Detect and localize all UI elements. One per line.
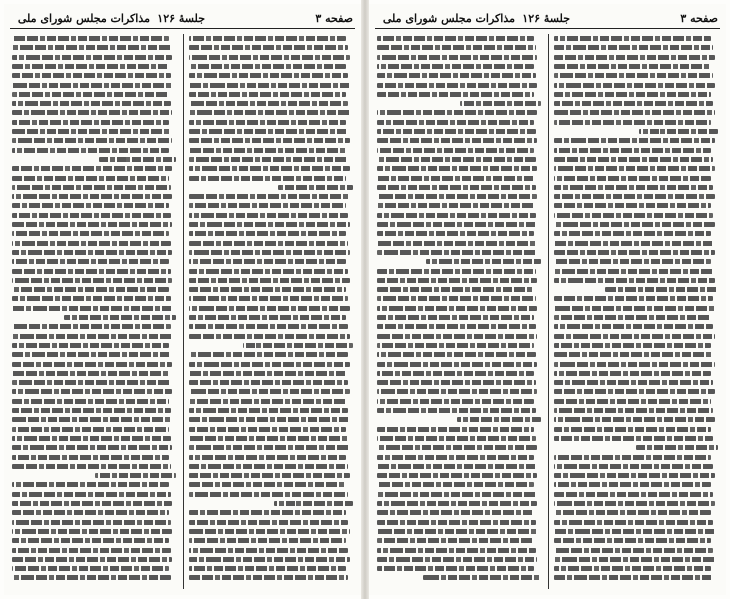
text-line-placeholder <box>12 222 172 227</box>
text-line-placeholder <box>12 445 172 450</box>
text-line-placeholder <box>189 445 349 450</box>
left-page-column-rule <box>183 34 184 589</box>
text-line-placeholder <box>189 203 346 208</box>
text-line-placeholder <box>189 482 346 487</box>
text-line-placeholder <box>377 408 536 413</box>
text-line-placeholder <box>12 148 169 153</box>
text-line-placeholder <box>377 557 537 562</box>
text-line-placeholder <box>12 213 171 218</box>
book-gutter <box>361 0 369 599</box>
text-line-placeholder <box>12 110 172 115</box>
text-line-placeholder <box>189 83 349 88</box>
text-line-placeholder <box>12 306 172 311</box>
text-line-placeholder <box>189 455 346 460</box>
text-line-placeholder <box>554 557 714 562</box>
text-line-placeholder <box>12 482 169 487</box>
text-line-placeholder <box>377 213 536 218</box>
text-line-placeholder <box>377 176 534 181</box>
text-line-placeholder <box>377 464 536 469</box>
text-line-placeholder <box>377 427 534 432</box>
text-line-placeholder <box>554 110 714 115</box>
text-line-placeholder <box>554 334 714 339</box>
text-line-placeholder <box>377 445 537 450</box>
text-line-placeholder <box>377 371 534 376</box>
text-line-placeholder <box>554 324 713 329</box>
text-line-placeholder <box>12 45 171 50</box>
text-line-placeholder <box>12 501 172 506</box>
text-line-placeholder <box>377 110 537 115</box>
text-line-placeholder <box>377 250 537 255</box>
text-line-placeholder <box>554 343 711 348</box>
text-line-placeholder <box>189 250 349 255</box>
text-line-placeholder <box>12 548 171 553</box>
text-line-placeholder <box>189 315 346 320</box>
text-line-placeholder <box>189 129 348 134</box>
text-line-placeholder <box>189 538 346 543</box>
text-line-placeholder <box>12 55 172 60</box>
text-line-placeholder <box>189 213 348 218</box>
text-line-placeholder <box>554 436 713 441</box>
text-line-placeholder <box>377 306 537 311</box>
text-line-placeholder <box>189 389 349 394</box>
text-line-placeholder <box>377 64 534 69</box>
text-line-placeholder <box>377 269 536 274</box>
text-line-placeholder <box>189 138 349 143</box>
text-line-placeholder <box>189 520 348 525</box>
text-line-placeholder <box>12 64 169 69</box>
text-line-placeholder <box>189 45 348 50</box>
text-line-placeholder <box>12 129 171 134</box>
text-line-placeholder <box>12 278 172 283</box>
text-line-placeholder <box>12 436 171 441</box>
text-line-placeholder <box>554 213 713 218</box>
text-line-placeholder <box>554 148 711 153</box>
right-page-header <box>375 10 720 29</box>
text-line-placeholder <box>189 64 346 69</box>
text-line-placeholder <box>12 389 172 394</box>
text-line-placeholder <box>554 464 713 469</box>
text-line-placeholder <box>377 296 536 301</box>
text-line-placeholder <box>554 315 711 320</box>
text-line-placeholder <box>189 101 348 106</box>
text-line-placeholder <box>460 101 540 106</box>
text-line-placeholder <box>554 575 713 580</box>
text-line-placeholder <box>377 343 534 348</box>
text-line-placeholder <box>189 436 348 441</box>
text-line-placeholder <box>189 557 349 562</box>
text-line-placeholder <box>554 417 714 422</box>
text-line-placeholder <box>12 36 169 41</box>
text-line-placeholder <box>189 566 346 571</box>
text-line-placeholder <box>64 315 175 320</box>
text-line-placeholder <box>377 278 537 283</box>
text-line-placeholder <box>377 548 536 553</box>
text-line-placeholder <box>377 222 537 227</box>
text-line-placeholder <box>12 166 172 171</box>
text-line-placeholder <box>554 455 711 460</box>
text-line-placeholder <box>189 575 348 580</box>
text-line-placeholder <box>189 241 348 246</box>
text-line-placeholder <box>12 417 172 422</box>
text-line-placeholder <box>189 166 349 171</box>
text-line-placeholder <box>12 408 171 413</box>
text-line-placeholder <box>12 575 171 580</box>
text-line-placeholder <box>377 538 534 543</box>
text-line-placeholder <box>278 185 353 190</box>
left-page-columns <box>12 34 353 589</box>
text-line-placeholder <box>377 334 537 339</box>
text-line-placeholder <box>377 510 534 515</box>
text-line-placeholder <box>554 166 714 171</box>
text-line-placeholder <box>12 296 171 301</box>
text-line-placeholder <box>377 529 537 534</box>
text-line-placeholder <box>377 566 534 571</box>
text-line-placeholder <box>189 417 349 422</box>
text-line-placeholder <box>189 120 346 125</box>
text-line-placeholder <box>12 492 171 497</box>
text-line-placeholder <box>554 278 714 283</box>
text-line-placeholder <box>189 278 349 283</box>
text-line-placeholder <box>554 427 711 432</box>
text-line-placeholder <box>189 176 346 181</box>
text-line-placeholder <box>12 362 172 367</box>
left-page-header <box>10 10 355 29</box>
text-line-placeholder <box>377 231 534 236</box>
text-line-placeholder <box>243 343 353 348</box>
right-page-number: صفحه ۳ <box>680 12 718 25</box>
text-line-placeholder <box>12 203 169 208</box>
text-line-placeholder <box>12 538 169 543</box>
left-page <box>4 4 361 595</box>
text-line-placeholder <box>377 324 536 329</box>
text-line-placeholder <box>189 222 349 227</box>
text-line-placeholder <box>377 501 537 506</box>
right-session-number: جلسهٔ ۱۲۶ <box>522 12 570 25</box>
text-line-placeholder <box>554 566 711 571</box>
text-line-placeholder <box>554 157 713 162</box>
text-line-placeholder <box>554 185 713 190</box>
text-line-placeholder <box>554 92 711 97</box>
text-line-placeholder <box>377 45 536 50</box>
text-line-placeholder <box>554 120 711 125</box>
text-line-placeholder <box>377 315 534 320</box>
text-line-placeholder <box>554 269 713 274</box>
text-line-placeholder <box>377 203 534 208</box>
text-line-placeholder <box>377 120 534 125</box>
text-line-placeholder <box>189 464 348 469</box>
text-line-placeholder <box>189 306 349 311</box>
text-line-placeholder <box>554 194 714 199</box>
text-line-placeholder <box>426 259 541 264</box>
text-line-placeholder <box>189 510 346 515</box>
text-line-placeholder <box>12 334 172 339</box>
text-line-placeholder <box>12 520 171 525</box>
text-line-placeholder <box>12 371 169 376</box>
text-line-placeholder <box>554 538 711 543</box>
text-line-placeholder <box>554 501 714 506</box>
text-line-placeholder <box>554 83 714 88</box>
text-line-placeholder <box>554 492 713 497</box>
text-line-placeholder <box>12 241 171 246</box>
text-line-placeholder <box>377 194 537 199</box>
text-line-placeholder <box>377 436 536 441</box>
text-line-placeholder <box>554 203 711 208</box>
text-line-placeholder <box>554 176 711 181</box>
text-line-placeholder <box>189 399 346 404</box>
text-line-placeholder <box>12 269 171 274</box>
text-line-placeholder <box>12 92 169 97</box>
text-line-placeholder <box>554 250 714 255</box>
text-line-placeholder <box>377 138 537 143</box>
text-line-placeholder <box>457 417 540 422</box>
text-line-placeholder <box>554 371 711 376</box>
text-line-placeholder <box>12 464 171 469</box>
text-line-placeholder <box>274 501 353 506</box>
text-line-placeholder <box>12 259 169 264</box>
text-line-placeholder <box>554 296 713 301</box>
text-line-placeholder <box>377 380 536 385</box>
text-line-placeholder <box>554 45 713 50</box>
text-line-placeholder <box>12 566 169 571</box>
text-line-placeholder <box>377 482 534 487</box>
text-line-placeholder <box>554 548 713 553</box>
text-line-placeholder <box>189 148 346 153</box>
text-line-placeholder <box>12 83 172 88</box>
text-line-placeholder <box>12 352 171 357</box>
text-line-placeholder <box>605 287 718 292</box>
text-line-placeholder <box>639 129 718 134</box>
text-line-placeholder <box>99 157 176 162</box>
text-line-placeholder <box>12 250 172 255</box>
text-line-placeholder <box>636 445 718 450</box>
right-page-title: مذاکرات مجلس شورای ملی <box>382 12 515 25</box>
text-line-placeholder <box>377 148 534 153</box>
text-line-placeholder <box>12 73 171 78</box>
text-line-placeholder <box>12 287 169 292</box>
text-line-placeholder <box>12 185 171 190</box>
text-line-placeholder <box>189 362 349 367</box>
text-line-placeholder <box>377 287 534 292</box>
text-line-placeholder <box>189 371 346 376</box>
text-line-placeholder <box>554 389 714 394</box>
text-line-placeholder <box>12 138 172 143</box>
text-line-placeholder <box>377 157 536 162</box>
left-page-column-right <box>189 34 353 589</box>
text-line-placeholder <box>189 492 348 497</box>
text-line-placeholder <box>554 362 714 367</box>
text-line-placeholder <box>554 482 711 487</box>
text-line-placeholder <box>12 380 171 385</box>
text-line-placeholder <box>12 194 172 199</box>
text-line-placeholder <box>554 380 713 385</box>
text-line-placeholder <box>189 92 346 97</box>
text-line-placeholder <box>377 473 537 478</box>
text-line-placeholder <box>12 510 169 515</box>
left-page-number: صفحه ۳ <box>315 12 353 25</box>
text-line-placeholder <box>189 296 348 301</box>
right-page <box>369 4 726 595</box>
text-line-placeholder <box>377 241 536 246</box>
text-line-placeholder <box>12 176 169 181</box>
text-line-placeholder <box>554 73 713 78</box>
text-line-placeholder <box>377 73 536 78</box>
text-line-placeholder <box>554 399 711 404</box>
text-line-placeholder <box>189 157 348 162</box>
text-line-placeholder <box>554 138 714 143</box>
text-line-placeholder <box>189 408 348 413</box>
left-session-number: جلسهٔ ۱۲۶ <box>157 12 205 25</box>
text-line-placeholder <box>189 231 346 236</box>
text-line-placeholder <box>189 287 346 292</box>
text-line-placeholder <box>377 92 534 97</box>
text-line-placeholder <box>377 83 537 88</box>
text-line-placeholder <box>189 427 346 432</box>
text-line-placeholder <box>377 352 536 357</box>
text-line-placeholder <box>377 185 536 190</box>
text-line-placeholder <box>377 492 536 497</box>
text-line-placeholder <box>189 380 348 385</box>
right-page-column-rule <box>548 34 549 589</box>
text-line-placeholder <box>12 557 172 562</box>
text-line-placeholder <box>423 575 541 580</box>
text-line-placeholder <box>12 455 169 460</box>
text-line-placeholder <box>554 222 714 227</box>
text-line-placeholder <box>554 241 713 246</box>
text-line-placeholder <box>189 529 349 534</box>
text-line-placeholder <box>12 399 169 404</box>
text-line-placeholder <box>189 259 346 264</box>
text-line-placeholder <box>377 129 536 134</box>
text-line-placeholder <box>189 352 348 357</box>
text-line-placeholder <box>377 520 536 525</box>
text-line-placeholder <box>554 259 711 264</box>
text-line-placeholder <box>377 362 537 367</box>
text-line-placeholder <box>12 427 169 432</box>
text-line-placeholder <box>377 55 537 60</box>
text-line-placeholder <box>377 166 537 171</box>
text-line-placeholder <box>554 520 713 525</box>
text-line-placeholder <box>189 324 348 329</box>
text-line-placeholder <box>554 529 714 534</box>
text-line-placeholder <box>554 306 714 311</box>
right-page-column-left <box>377 34 541 589</box>
text-line-placeholder <box>554 101 713 106</box>
text-line-placeholder <box>554 408 713 413</box>
text-line-placeholder <box>12 231 169 236</box>
right-page-column-right <box>554 34 718 589</box>
text-line-placeholder <box>554 231 711 236</box>
text-line-placeholder <box>554 64 711 69</box>
text-line-placeholder <box>377 399 534 404</box>
text-line-placeholder <box>189 334 349 339</box>
right-page-columns <box>377 34 718 589</box>
text-line-placeholder <box>554 473 714 478</box>
text-line-placeholder <box>377 455 534 460</box>
text-line-placeholder <box>95 473 175 478</box>
text-line-placeholder <box>12 529 172 534</box>
text-line-placeholder <box>189 548 348 553</box>
left-page-column-left <box>12 34 176 589</box>
text-line-placeholder <box>554 510 711 515</box>
text-line-placeholder <box>12 120 169 125</box>
text-line-placeholder <box>377 389 537 394</box>
text-line-placeholder <box>189 194 349 199</box>
text-line-placeholder <box>189 55 349 60</box>
text-line-placeholder <box>12 101 171 106</box>
text-line-placeholder <box>189 110 349 115</box>
text-line-placeholder <box>189 36 346 41</box>
text-line-placeholder <box>189 473 349 478</box>
text-line-placeholder <box>12 343 169 348</box>
text-line-placeholder <box>189 269 348 274</box>
text-line-placeholder <box>189 73 348 78</box>
text-line-placeholder <box>377 36 534 41</box>
left-page-title: مذاکرات مجلس شورای ملی <box>17 12 150 25</box>
text-line-placeholder <box>554 352 713 357</box>
text-line-placeholder <box>554 55 714 60</box>
text-line-placeholder <box>554 36 711 41</box>
text-line-placeholder <box>12 324 171 329</box>
